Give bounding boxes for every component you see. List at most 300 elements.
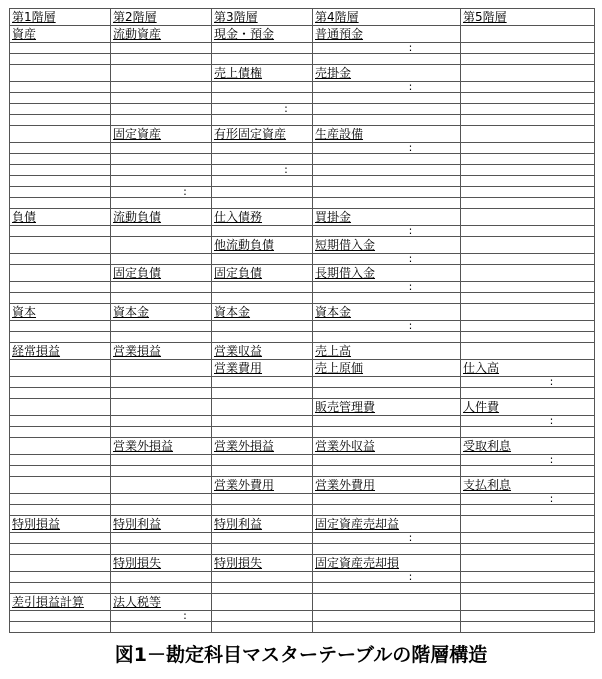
table-cell <box>461 516 595 533</box>
cell-text: 資本 <box>12 305 37 319</box>
table-cell <box>10 26 111 43</box>
header-level-4: 第4階層 <box>313 9 461 26</box>
table-cell <box>111 466 212 477</box>
ellipsis-marker: : <box>284 164 288 176</box>
table-cell <box>313 65 461 82</box>
table-cell <box>212 505 313 516</box>
table-cell <box>111 82 212 93</box>
table-row <box>10 126 595 143</box>
table-cell <box>212 176 313 187</box>
table-row <box>10 104 595 115</box>
cell-text: 営業外損益 <box>113 439 174 453</box>
cell-text: 販売管理費 <box>315 400 376 414</box>
table-cell <box>111 26 212 43</box>
table-row <box>10 622 595 633</box>
ellipsis-marker: : <box>408 320 413 332</box>
table-cell <box>212 416 313 427</box>
table-cell <box>461 494 595 505</box>
table-cell <box>313 43 461 54</box>
table-cell <box>10 594 111 611</box>
cell-text: 営業収益 <box>214 344 263 358</box>
table-row <box>10 555 595 572</box>
table-cell <box>10 611 111 622</box>
table-cell <box>212 82 313 93</box>
table-cell <box>111 43 212 54</box>
table-cell <box>461 54 595 65</box>
table-cell <box>461 427 595 438</box>
cell-text: 有形固定資産 <box>214 127 287 141</box>
table-cell <box>10 187 111 198</box>
cell-text: 支払利息 <box>463 478 512 492</box>
table-cell <box>212 198 313 209</box>
table-cell <box>10 516 111 533</box>
table-cell <box>212 165 313 176</box>
table-cell <box>313 583 461 594</box>
cell-text: 資本金 <box>214 305 251 319</box>
cell-text: 資産 <box>12 27 37 41</box>
table-cell <box>10 154 111 165</box>
table-cell <box>313 555 461 572</box>
cell-text: 人件費 <box>463 400 500 414</box>
table-cell <box>313 93 461 104</box>
table-cell <box>212 477 313 494</box>
table-row <box>10 360 595 377</box>
header-level-1: 第1階層 <box>10 9 111 26</box>
ellipsis-marker: : <box>408 281 413 293</box>
cell-text: 営業外費用 <box>214 478 275 492</box>
table-cell <box>461 455 595 466</box>
table-cell <box>313 209 461 226</box>
table-row <box>10 594 595 611</box>
table-cell <box>10 93 111 104</box>
table-cell <box>212 594 313 611</box>
table-row <box>10 416 595 427</box>
table-cell <box>111 198 212 209</box>
header-row <box>10 9 595 26</box>
table-row <box>10 293 595 304</box>
table-cell <box>111 143 212 154</box>
cell-text: 特別利益 <box>214 517 263 531</box>
table-row <box>10 583 595 594</box>
table-cell <box>461 466 595 477</box>
cell-text: 営業外費用 <box>315 478 376 492</box>
header-level-3: 第3階層 <box>212 9 313 26</box>
figure-caption: 図1－勘定科目マスターテーブルの階層構造 <box>114 644 488 666</box>
table-cell <box>111 427 212 438</box>
ellipsis-marker: : <box>408 142 413 154</box>
table-cell <box>111 438 212 455</box>
table-cell <box>461 388 595 399</box>
cell-text: 営業費用 <box>214 361 263 375</box>
table-cell <box>461 209 595 226</box>
table-cell <box>10 360 111 377</box>
table-cell <box>461 82 595 93</box>
table-cell <box>461 321 595 332</box>
table-cell <box>111 321 212 332</box>
table-cell <box>313 115 461 126</box>
table-cell <box>313 622 461 633</box>
table-cell <box>111 360 212 377</box>
table-cell <box>111 343 212 360</box>
table-row <box>10 516 595 533</box>
table-cell <box>212 93 313 104</box>
table-cell <box>313 438 461 455</box>
table-cell <box>212 154 313 165</box>
table-row <box>10 26 595 43</box>
table-cell <box>313 516 461 533</box>
header-level-2: 第2階層 <box>111 9 212 26</box>
table-cell <box>212 126 313 143</box>
cell-text: 資本金 <box>113 305 150 319</box>
table-cell <box>111 516 212 533</box>
table-cell <box>212 26 313 43</box>
table-cell <box>313 154 461 165</box>
ellipsis-marker: : <box>408 253 413 265</box>
table-cell <box>313 226 461 237</box>
table-cell <box>10 282 111 293</box>
table-cell <box>111 282 212 293</box>
cell-text: 生産設備 <box>315 127 364 141</box>
table-row <box>10 377 595 388</box>
table-cell <box>461 282 595 293</box>
ellipsis-marker: : <box>549 493 554 505</box>
table-cell <box>313 455 461 466</box>
table-cell <box>10 321 111 332</box>
cell-text: 固定資産売却損 <box>315 556 400 570</box>
cell-text: 特別利益 <box>113 517 162 531</box>
table-cell <box>10 65 111 82</box>
table-cell <box>111 154 212 165</box>
table-row <box>10 82 595 93</box>
table-cell <box>111 505 212 516</box>
table-cell <box>461 611 595 622</box>
table-row <box>10 343 595 360</box>
table-cell <box>212 343 313 360</box>
table-cell <box>313 198 461 209</box>
table-cell <box>212 427 313 438</box>
table-cell <box>313 611 461 622</box>
table-cell <box>10 377 111 388</box>
table-cell <box>212 104 313 115</box>
table-cell <box>313 282 461 293</box>
table-cell <box>111 332 212 343</box>
table-cell <box>10 494 111 505</box>
table-cell <box>313 143 461 154</box>
table-cell <box>10 265 111 282</box>
table-cell <box>313 360 461 377</box>
cell-text: 長期借入金 <box>315 266 376 280</box>
table-row <box>10 187 595 198</box>
table-cell <box>212 54 313 65</box>
table-cell <box>111 237 212 254</box>
table-row <box>10 143 595 154</box>
table-cell <box>313 477 461 494</box>
table-cell <box>212 293 313 304</box>
cell-text: 固定負債 <box>214 266 263 280</box>
table-row <box>10 438 595 455</box>
table-cell <box>461 43 595 54</box>
ellipsis-marker: : <box>408 225 413 237</box>
table-row <box>10 466 595 477</box>
table-cell <box>10 572 111 583</box>
table-cell <box>313 293 461 304</box>
table-row <box>10 505 595 516</box>
table-cell <box>461 65 595 82</box>
account-hierarchy-table <box>9 8 595 633</box>
table-cell <box>313 304 461 321</box>
cell-text: 現金・預金 <box>214 27 275 41</box>
table-cell <box>111 399 212 416</box>
table-cell <box>10 254 111 265</box>
table-body <box>10 26 595 633</box>
table-cell <box>212 494 313 505</box>
table-cell <box>10 399 111 416</box>
table-cell <box>111 254 212 265</box>
table-cell <box>10 544 111 555</box>
cell-text: 営業外収益 <box>315 439 376 453</box>
table-row <box>10 54 595 65</box>
ellipsis-marker: : <box>408 532 413 544</box>
table-cell <box>10 293 111 304</box>
table-row <box>10 65 595 82</box>
table-cell <box>461 594 595 611</box>
table-row <box>10 427 595 438</box>
table-cell <box>111 477 212 494</box>
table-cell <box>461 416 595 427</box>
table-cell <box>313 533 461 544</box>
table-cell <box>212 399 313 416</box>
cell-text: 売上高 <box>315 344 352 358</box>
cell-text: 経常損益 <box>12 344 61 358</box>
table-row <box>10 304 595 321</box>
cell-text: 差引損益計算 <box>12 595 85 609</box>
table-cell <box>111 65 212 82</box>
table-cell <box>461 93 595 104</box>
table-cell <box>313 494 461 505</box>
table-cell <box>10 416 111 427</box>
table-cell <box>111 265 212 282</box>
cell-text: 売上債権 <box>214 66 263 80</box>
cell-text: 資本金 <box>315 305 352 319</box>
table-cell <box>111 622 212 633</box>
table-cell <box>212 332 313 343</box>
table-cell <box>212 388 313 399</box>
cell-text: 他流動負債 <box>214 238 275 252</box>
table-cell <box>461 360 595 377</box>
table-cell <box>212 438 313 455</box>
table-row <box>10 455 595 466</box>
table-cell <box>461 176 595 187</box>
header-level-5: 第5階層 <box>461 9 595 26</box>
table-cell <box>212 611 313 622</box>
table-cell <box>461 226 595 237</box>
table-row <box>10 533 595 544</box>
table-cell <box>212 143 313 154</box>
table-cell <box>461 187 595 198</box>
table-cell <box>111 187 212 198</box>
table-cell <box>212 377 313 388</box>
table-cell <box>313 176 461 187</box>
table-cell <box>212 226 313 237</box>
table-cell <box>313 343 461 360</box>
table-cell <box>10 332 111 343</box>
cell-text: 短期借入金 <box>315 238 376 252</box>
table-row <box>10 494 595 505</box>
table-cell <box>212 466 313 477</box>
table-cell <box>111 226 212 237</box>
table-cell <box>111 293 212 304</box>
cell-text: 買掛金 <box>315 210 352 224</box>
ellipsis-marker: : <box>549 376 554 388</box>
cell-text: 営業外損益 <box>214 439 275 453</box>
table-cell <box>461 143 595 154</box>
table-cell <box>313 321 461 332</box>
table-cell <box>111 54 212 65</box>
cell-text: 普通預金 <box>315 27 364 41</box>
table-cell <box>313 265 461 282</box>
table-row <box>10 209 595 226</box>
table-cell <box>313 237 461 254</box>
table-cell <box>111 126 212 143</box>
cell-text: 固定負債 <box>113 266 162 280</box>
table-cell <box>111 176 212 187</box>
table-row <box>10 399 595 416</box>
table-row <box>10 176 595 187</box>
cell-text: 特別損失 <box>113 556 162 570</box>
table-cell <box>461 165 595 176</box>
table-row <box>10 254 595 265</box>
cell-text: 受取利息 <box>463 439 512 453</box>
table-cell <box>212 265 313 282</box>
table-cell <box>313 254 461 265</box>
cell-text: 固定資産 <box>113 127 162 141</box>
table-cell <box>313 82 461 93</box>
table-cell <box>10 176 111 187</box>
table-cell <box>111 494 212 505</box>
table-cell <box>461 505 595 516</box>
table-cell <box>111 544 212 555</box>
table-cell <box>461 572 595 583</box>
table-cell <box>10 198 111 209</box>
table-row <box>10 237 595 254</box>
table-cell <box>461 254 595 265</box>
table-cell <box>111 533 212 544</box>
table-row <box>10 321 595 332</box>
table-cell <box>461 583 595 594</box>
table-cell <box>212 65 313 82</box>
table-cell <box>313 572 461 583</box>
table-cell <box>461 343 595 360</box>
cell-text: 流動負債 <box>113 210 162 224</box>
table-cell <box>461 26 595 43</box>
table-row <box>10 388 595 399</box>
table-row <box>10 43 595 54</box>
table-cell <box>111 209 212 226</box>
table-cell <box>313 377 461 388</box>
table-cell <box>212 43 313 54</box>
table-cell <box>461 544 595 555</box>
table-cell <box>10 126 111 143</box>
table-row <box>10 611 595 622</box>
table-cell <box>10 104 111 115</box>
table-cell <box>212 572 313 583</box>
ellipsis-marker: : <box>284 103 288 115</box>
table-cell <box>212 455 313 466</box>
ellipsis-marker: : <box>183 186 187 198</box>
table-cell <box>313 466 461 477</box>
table-cell <box>212 360 313 377</box>
table-cell <box>10 455 111 466</box>
table-cell <box>461 304 595 321</box>
table-cell <box>111 572 212 583</box>
table-cell <box>10 209 111 226</box>
table-cell <box>10 388 111 399</box>
cell-text: 流動資産 <box>113 27 162 41</box>
table-cell <box>212 209 313 226</box>
table-cell <box>313 126 461 143</box>
table-cell <box>461 555 595 572</box>
table-cell <box>313 26 461 43</box>
table-cell <box>313 388 461 399</box>
table-cell <box>10 555 111 572</box>
table-cell <box>461 332 595 343</box>
table-cell <box>10 54 111 65</box>
ellipsis-marker: : <box>549 415 554 427</box>
table-cell <box>313 427 461 438</box>
table-cell <box>313 416 461 427</box>
table-cell <box>10 143 111 154</box>
table-cell <box>461 104 595 115</box>
table-row <box>10 165 595 176</box>
table-row <box>10 198 595 209</box>
table-cell <box>461 399 595 416</box>
table-cell <box>461 293 595 304</box>
table-cell <box>313 104 461 115</box>
table-cell <box>212 115 313 126</box>
table-row <box>10 544 595 555</box>
table-cell <box>111 377 212 388</box>
table-cell <box>313 544 461 555</box>
table-cell <box>10 622 111 633</box>
table-cell <box>111 555 212 572</box>
table-cell <box>313 505 461 516</box>
table-cell <box>10 505 111 516</box>
table-cell <box>212 237 313 254</box>
table-cell <box>10 115 111 126</box>
table-cell <box>461 265 595 282</box>
table-cell <box>111 93 212 104</box>
table-cell <box>212 516 313 533</box>
table-cell <box>10 82 111 93</box>
table-cell <box>313 399 461 416</box>
table-row <box>10 115 595 126</box>
cell-text: 営業損益 <box>113 344 162 358</box>
table-cell <box>313 332 461 343</box>
table-cell <box>111 115 212 126</box>
table-cell <box>10 43 111 54</box>
table-cell <box>461 198 595 209</box>
table-cell <box>212 555 313 572</box>
table-cell <box>10 427 111 438</box>
account-hierarchy-table-wrapper <box>9 8 595 633</box>
table-cell <box>111 416 212 427</box>
table-cell <box>212 533 313 544</box>
cell-text: 特別損益 <box>12 517 61 531</box>
ellipsis-marker: : <box>183 610 187 622</box>
table-cell <box>10 343 111 360</box>
table-cell <box>313 594 461 611</box>
table-cell <box>10 237 111 254</box>
